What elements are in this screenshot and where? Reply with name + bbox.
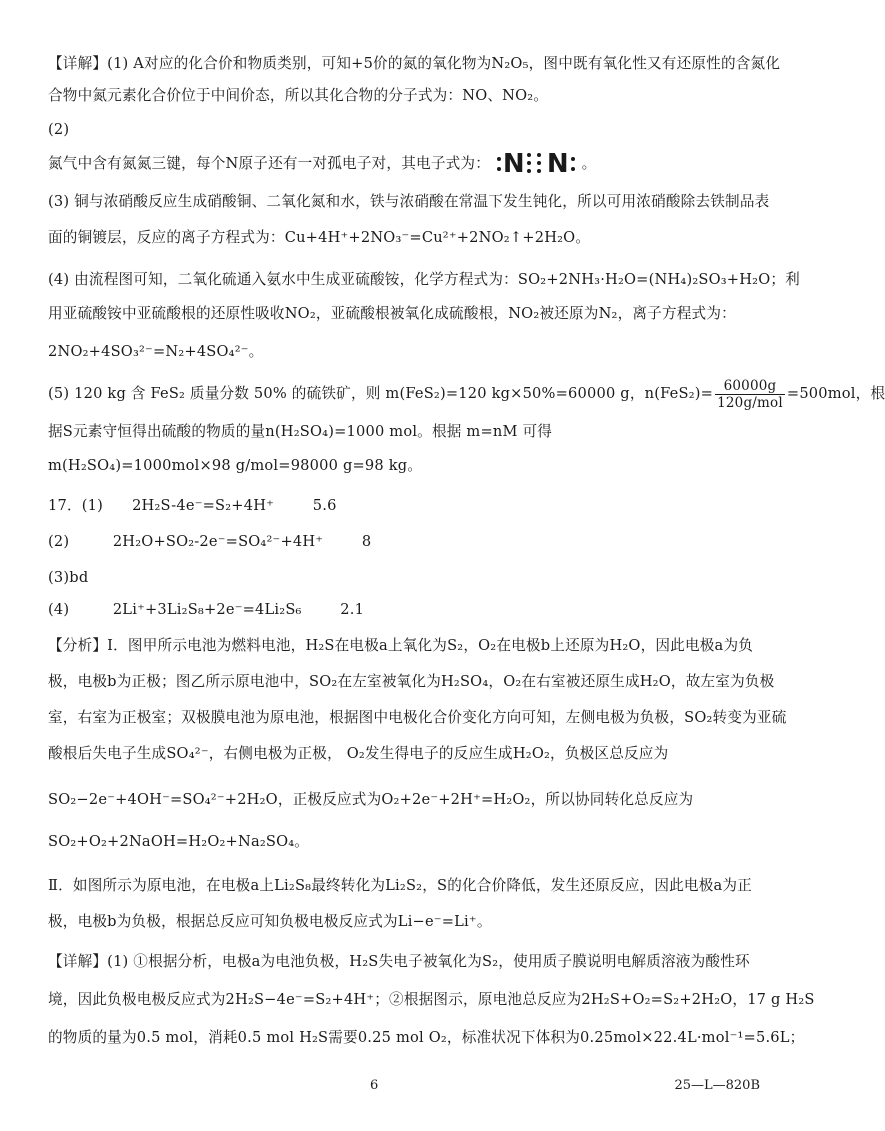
fraction xyxy=(715,378,785,411)
nitrogen-atom-1: N xyxy=(502,149,525,179)
document-code: 25—L—820B xyxy=(674,1078,760,1093)
text-line: 室，右室为正极室；双极膜电池为原电池，根据图中电极化合价变化方向可知，左侧电极为负极，SO₂转变为亚硫 xyxy=(48,709,787,726)
lone-pair-dots xyxy=(569,151,577,177)
text-line: 合物中氮元素化合价位于中间价态，所以其化合物的分子式为：NO、NO₂。 xyxy=(48,87,549,104)
fraction-denominator: 120g/mol xyxy=(717,394,783,411)
nitrogen-atom-2: N xyxy=(546,149,569,179)
text-line: 据S元素守恒得出硫酸的物质的量n(H₂SO₄)=1000 mol。根据 m=nM 可得 xyxy=(48,423,553,440)
text-line: 【分析】Ⅰ．图甲所示电池为燃料电池，H₂S在电极a上氧化为S₂，O₂在电极b上还原为H₂O，因此电极a为负 xyxy=(48,637,754,654)
text-line: 用亚硫酸铵中亚硫酸根的还原性吸收NO₂，亚硫酸根被氧化成硫酸根，NO₂被还原为N₂，离子方程式为： xyxy=(48,305,736,322)
text-line: SO₂−2e⁻+4OH⁻=SO₄²⁻+2H₂O，正极反应式为O₂+2e⁻+2H⁺=H₂O₂，所以协同转化总反应为 xyxy=(48,791,694,808)
fraction-numerator: 60000g xyxy=(715,378,785,395)
lone-pair-dots xyxy=(495,151,503,177)
text-segment: (5) 120 kg 含 FeS₂ 质量分数 50% 的硫铁矿，则 m(FeS₂)=120 kg×50%=60000 g，n(FeS₂)= xyxy=(48,385,714,402)
answer-line: (2) 2H₂O+SO₂-2e⁻=SO₄²⁻+4H⁺ 8 xyxy=(48,533,372,550)
text-line: Ⅱ．如图所示为原电池，在电极a上Li₂S₈最终转化为Li₂S₂，S的化合价降低，发生还原反应，因此电极a为正 xyxy=(48,877,752,894)
text-line: 面的铜镀层，反应的离子方程式为：Cu+4H⁺+2NO₃⁻=Cu²⁺+2NO₂↑+2H₂O。 xyxy=(48,229,591,246)
text-segment: 。 xyxy=(581,155,597,172)
text-line: 的物质的量为0.5 mol，消耗0.5 mol H₂S需要0.25 mol O₂，标准状况下体积为0.25mol×22.4L·mol⁻¹=5.6L； xyxy=(48,1029,805,1046)
text-line: (2) xyxy=(48,121,70,138)
text-line: SO₂+O₂+2NaOH=H₂O₂+Na₂SO₄。 xyxy=(48,833,310,850)
text-line: 境，因此负极电极反应式为2H₂S−4e⁻=S₂+4H⁺；②根据图示，原电池总反应为2H₂S+O₂=S₂+2H₂O，17 g H₂S xyxy=(48,991,815,1008)
electron-formula-line xyxy=(48,150,760,178)
text-line: (4) 由流程图可知，二氧化硫通入氨水中生成亚硫酸铵，化学方程式为：SO₂+2NH₃·H₂O=(NH₄)₂SO₃+H₂O；利 xyxy=(48,271,800,288)
text-segment: =500mol，根 xyxy=(786,385,885,402)
text-line: (3) 铜与浓硝酸反应生成硝酸铜、二氧化氮和水，铁与浓硝酸在常温下发生钝化，所以可用浓硝酸除去铁制品表 xyxy=(48,193,770,210)
answer-line: (3)bd xyxy=(48,569,89,586)
page-number: 6 xyxy=(370,1078,379,1093)
text-line: 【详解】(1) ①根据分析，电极a为电池负极，H₂S失电子被氧化为S₂，使用质子膜说明电解质溶液为酸性环 xyxy=(48,953,750,970)
answer-line: 17．(1) 2H₂S-4e⁻=S₂+4H⁺ 5.6 xyxy=(48,497,337,514)
text-line: 极，电极b为负极，根据总反应可知负极电极反应式为Li−e⁻=Li⁺。 xyxy=(48,913,492,930)
text-line: m(H₂SO₄)=1000mol×98 g/mol=98000 g=98 kg。 xyxy=(48,457,423,474)
fraction-line xyxy=(48,376,885,412)
answer-line: (4) 2Li⁺+3Li₂S₈+2e⁻=4Li₂S₆ 2.1 xyxy=(48,601,365,618)
text-line: 极，电极b为正极；图乙所示原电池中，SO₂在左室被氧化为H₂SO₄，O₂在右室被还原生成H₂O，故左室为负极 xyxy=(48,673,775,690)
text-line: 2NO₂+4SO₃²⁻=N₂+4SO₄²⁻。 xyxy=(48,343,264,360)
text-segment: 氮气中含有氮氮三键，每个N原子还有一对孤电子对，其电子式为： xyxy=(48,155,490,172)
text-line: 酸根后失电子生成SO₄²⁻，右侧电极为正极， O₂发生得电子的反应生成H₂O₂，负极区总反应为 xyxy=(48,745,669,762)
triple-bond-dots xyxy=(525,151,547,177)
text-line: 【详解】(1) A对应的化合价和物质类别，可知+5价的氮的氧化物为N₂O₅，图中既有氧化性又有还原性的含氮化 xyxy=(48,55,781,72)
